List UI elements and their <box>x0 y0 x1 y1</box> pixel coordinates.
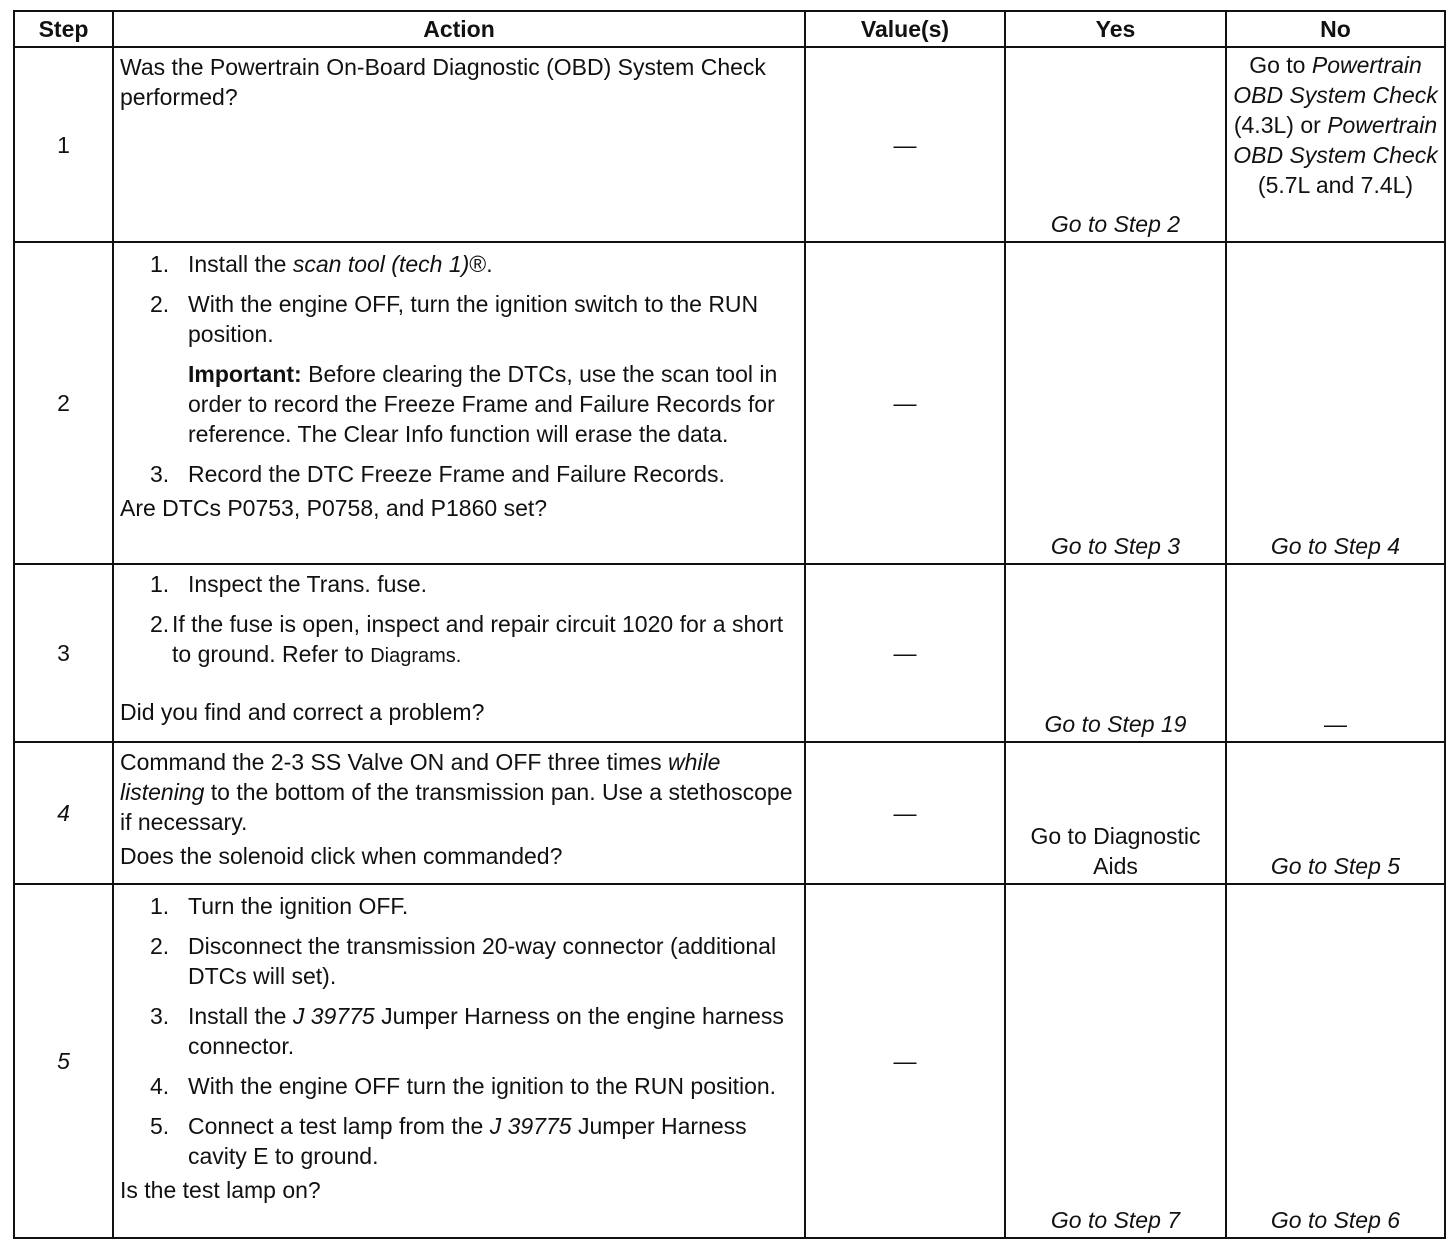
yes-cell[interactable] <box>1005 47 1226 242</box>
no-cell: — <box>1226 564 1445 742</box>
no-text-1: Go to <box>1249 52 1312 78</box>
header-step: Step <box>14 11 113 47</box>
header-no: No <box>1226 11 1445 47</box>
value-cell: — <box>805 242 1005 564</box>
question-text: Is the test lamp on? <box>120 1177 321 1203</box>
action-cell <box>113 242 805 564</box>
question-text: Are DTCs P0753, P0758, and P1860 set? <box>120 495 548 521</box>
table-row-step-1 <box>14 47 1445 242</box>
no-link-1[interactable]: Powertrain OBD System Check <box>1233 52 1438 108</box>
no-link-2[interactable]: Powertrain OBD System Check <box>1233 112 1438 168</box>
question-text: Did you find and correct a problem? <box>120 699 485 725</box>
no-link[interactable]: Go to Step 6 <box>1270 1207 1401 1233</box>
yes-cell[interactable]: Go to Diagnostic Aids <box>1005 742 1226 884</box>
question-text: Does the solenoid click when commanded? <box>120 843 563 869</box>
no-link[interactable]: Go to Step 4 <box>1270 533 1401 559</box>
yes-cell[interactable] <box>1005 242 1226 564</box>
action-cell <box>113 47 805 242</box>
list-item: 1. Turn the ignition OFF. <box>150 893 409 919</box>
list-item: 5. Connect a test lamp from the J 39775 Jumper Harness cavity E to ground. <box>150 1113 747 1169</box>
step-number: 2 <box>14 242 113 564</box>
yes-link[interactable]: Go to Step 7 <box>1050 1207 1181 1233</box>
value-cell: — <box>805 742 1005 884</box>
diagrams-link[interactable]: Diagrams. <box>370 645 462 667</box>
step-number: 4 <box>14 742 113 884</box>
action-list <box>120 569 798 671</box>
list-item: 3. Record the DTC Freeze Frame and Failure Records. <box>150 461 725 487</box>
header-yes: Yes <box>1005 11 1226 47</box>
yes-link[interactable]: Go to Step 3 <box>1050 533 1181 559</box>
header-row <box>14 11 1445 47</box>
action-text: Command the 2-3 SS Valve ON and OFF three times while listening to the bottom of the transmission pan. Use a stethoscope if necessary. <box>120 749 793 835</box>
action-list <box>120 459 798 489</box>
no-cell[interactable] <box>1226 742 1445 884</box>
list-item: 1. Install the scan tool (tech 1)®. <box>150 251 493 277</box>
action-list <box>120 891 798 1171</box>
value-cell: — <box>805 47 1005 242</box>
no-text-2: (4.3L) or <box>1233 112 1328 138</box>
list-item: 2. With the engine OFF, turn the ignition switch to the RUN position. <box>150 291 759 347</box>
action-cell <box>113 742 805 884</box>
yes-cell[interactable] <box>1005 884 1226 1238</box>
list-item: 3. Install the J 39775 Jumper Harness on the engine harness connector. <box>150 1003 784 1059</box>
table-row-step-3 <box>14 564 1445 742</box>
step-number: 5 <box>14 884 113 1238</box>
action-cell <box>113 884 805 1238</box>
table-row-step-4 <box>14 742 1445 884</box>
action-text: Was the Powertrain On-Board Diagnostic (OBD) System Check performed? <box>120 54 766 110</box>
header-action: Action <box>113 11 805 47</box>
step-number: 3 <box>14 564 113 742</box>
no-cell[interactable] <box>1226 242 1445 564</box>
list-item: 4. With the engine OFF turn the ignition to the RUN position. <box>150 1073 777 1099</box>
list-item: 2. Disconnect the transmission 20-way connector (additional DTCs will set). <box>150 933 777 989</box>
list-item: 2. If the fuse is open, inspect and repair circuit 1020 for a short to ground. Refer to Diagrams. <box>150 611 784 667</box>
diagnostic-table <box>13 10 1446 1239</box>
value-cell: — <box>805 564 1005 742</box>
yes-link[interactable]: Go to Step 19 <box>1044 711 1187 737</box>
no-cell[interactable] <box>1226 47 1445 242</box>
no-text-3: (5.7L and 7.4L) <box>1257 172 1414 198</box>
important-note: Important: Before clearing the DTCs, use the scan tool in order to record the Freeze Frame and Failure Records for reference. The Clear Info function will erase the data. <box>188 361 778 447</box>
list-item: 1. Inspect the Trans. fuse. <box>150 571 428 597</box>
action-cell <box>113 564 805 742</box>
yes-link[interactable]: Go to Step 2 <box>1050 211 1181 237</box>
header-values: Value(s) <box>805 11 1005 47</box>
table-row-step-2 <box>14 242 1445 564</box>
step-number: 1 <box>14 47 113 242</box>
value-cell: — <box>805 884 1005 1238</box>
no-link[interactable]: Go to Step 5 <box>1270 853 1401 879</box>
no-cell[interactable] <box>1226 884 1445 1238</box>
table-row-step-5 <box>14 884 1445 1238</box>
action-list <box>120 249 798 349</box>
yes-cell[interactable] <box>1005 564 1226 742</box>
